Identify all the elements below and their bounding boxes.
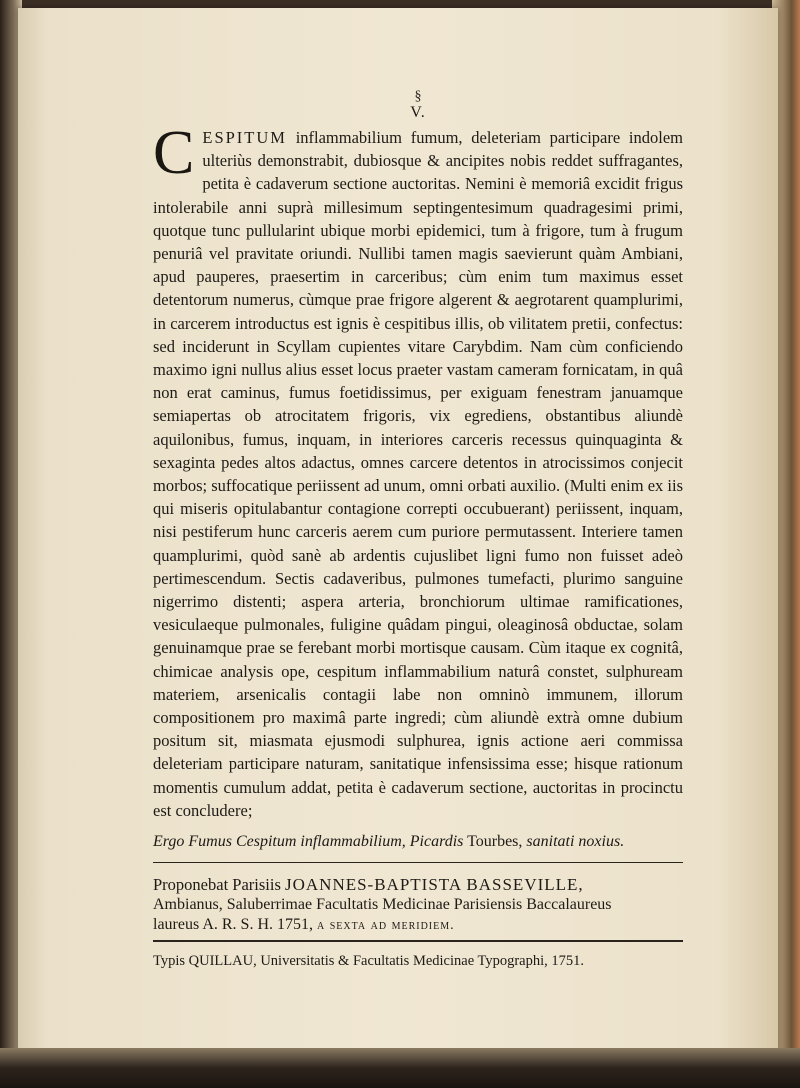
conclusion-line [153, 832, 683, 852]
defense-line-2: Ambianus, Saluberrimae Facultatis Medicinae Parisiensis Baccalaureus [153, 896, 612, 914]
section-number: V. [410, 104, 426, 121]
conclusion-end: sanitati noxius. [526, 833, 625, 851]
lead-capitals: ESPITUM [202, 128, 287, 147]
thesis-text-block [153, 90, 683, 970]
defense-date: laureus A. R. S. H. 1751, [153, 916, 317, 934]
paragraph-text: inflammabilium fumum, deleteriam participare indolem ulteriùs demonstrabit, dubiosque & ancipites nobis reddet suffragantes, petita è cadaverum sectione auctoritas. Nemini è memoriâ excidit frigus intolerabile anni suprà millesimum septingentesimum quadragesimi primi, quotque tunc pullularint ubique morbi epidemici, tum à frigore, tum à frugum penuriâ vel pravitate oriundi. Nullibi tamen magis saevierunt quàm Ambiani, apud pauperes, praesertim in carceribus; cùm enim tum maximus esset detentorum numerus, cùmque prae frigore algerent & aegrotarent quamplurimi, in carcerem introductus est ignis è cespitibus illis, ob vilitatem pretii, confectus: sed inciderunt in Scyllam cupientes vitare Carybdim. Nam cùm conficiendo maximo igni nullus alius esset locus praeter vastam cameram fornicatam, in quâ non erat caminus, fumus foetidissimus, per exiguam fenestram januamque semiapertas ob atrocitatem frigoris, vix egrediens, obstantibus aliundè aquilonibus, fumus, inquam, in interiores carceris recessus quinquaginta & sexaginta pedes altos adactus, omnes carcere detentos in atrocissimos conjecit morbos; suffocatique periissent ad unum, omni orbati auxilio. (Multi enim ex iis qui miseris opitulabantur contagione correpti occubuerant) periissent, inquam, nisi pestiferum hunc carceris aerem cum puriore permutassent. Interiere tamen quamplurimi, quòd sanè ab ardentis cujuslibet ligni fumo non fuisset adeò pertimescendum. Sectis cadaveribus, pulmones tumefacti, plurimo sanguine nigerrimo distenti; aspera arteria, bronchiorum ultimae ramificationes, vesiculaeque pulmonales, fuligine quâdam pingui, oleaginosâ obductae, solam genuinamque prae se ferebant morbi mortisque causam. Cùm itaque ex cognitâ, chimicae analysis ope, cespitum inflammabilium naturâ constet, sulphuream materiem, arsenicalis contagii labe non omninò immunem, illorum compositionem pro maximâ parte ingredi; cùm aliundè extrà omne dubium positum sit, miasmata ejusmodi sulphurea, ignis actione aeri commissa deleteriam participare naturam, sanitatique infensissima esse; hisque rationum momentis cumulum addat, petita è cadaverum sectione, auctoritas in procinctu est concludere; [153, 128, 683, 820]
defense-line-3 [153, 915, 683, 936]
drop-cap-letter: C [153, 119, 195, 187]
defense-line-1 [153, 875, 683, 895]
defense-time: a sexta ad meridiem. [317, 918, 455, 934]
scan-bottom-edge [0, 1048, 800, 1088]
conclusion-tourbes: Tourbes, [463, 833, 527, 851]
section-ornament: § [414, 89, 422, 104]
proponebat-text: Proponebat Parisiis [153, 875, 285, 895]
divider-rule [153, 862, 683, 863]
body-paragraph [153, 119, 683, 822]
conclusion-ergo: Ergo Fumus Cespitum inflammabilium, Picardis [153, 833, 464, 851]
printer-line: Typis QUILLAU, Universitatis & Facultatis Medicinae Typographi, 1751. [153, 953, 585, 970]
author-name: JOANNES-BAPTISTA BASSEVILLE, [285, 875, 584, 895]
document-page [18, 8, 778, 1053]
printer-rule [153, 940, 683, 942]
